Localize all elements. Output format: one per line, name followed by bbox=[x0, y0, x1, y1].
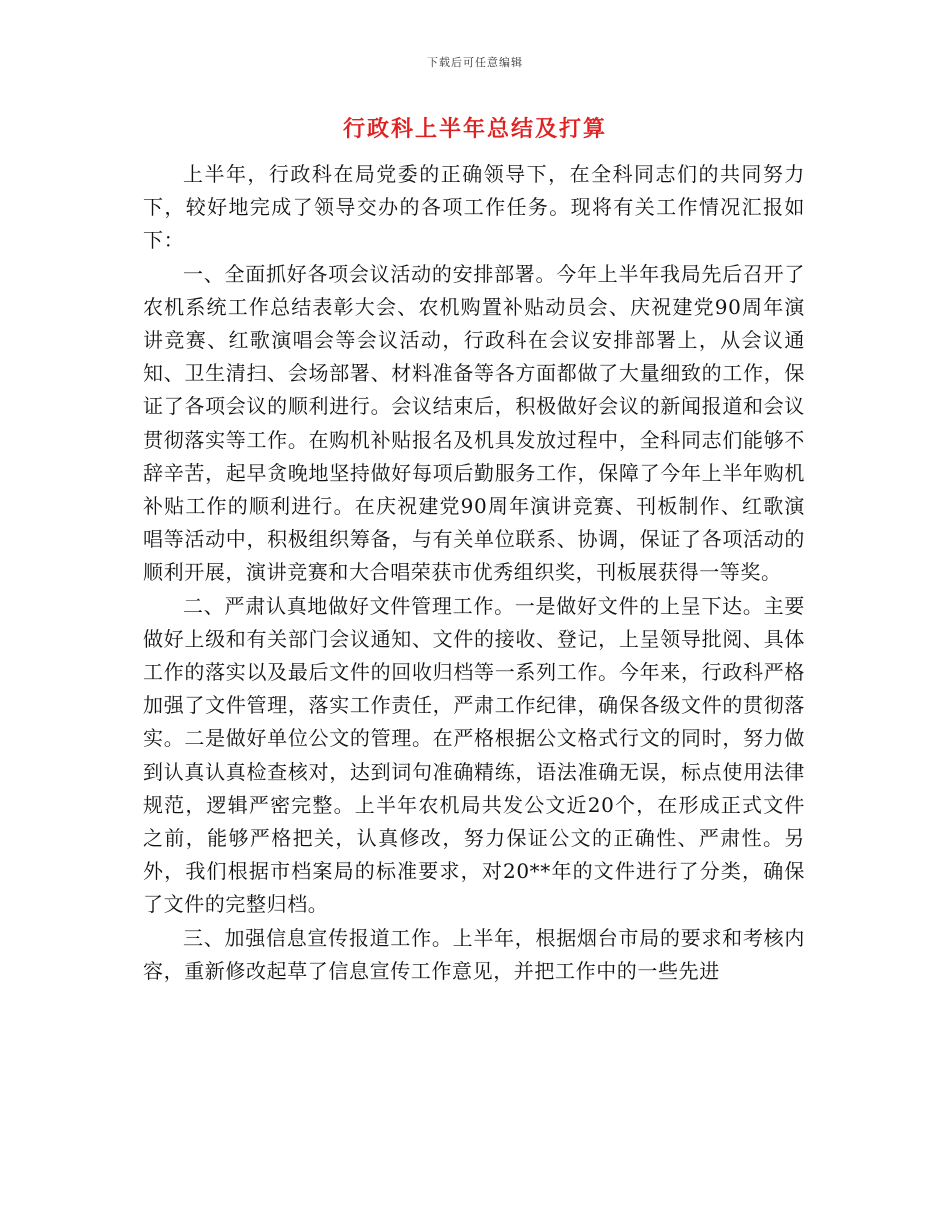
document-body bbox=[143, 158, 805, 988]
paragraph-documents: 二、严肃认真地做好文件管理工作。一是做好文件的上呈下达。主要做好上级和有关部门会议通知、文件的接收、登记，上呈领导批阅、具体工作的落实以及最后文件的回收归档等一系列工作。今年来，行政科严格加强了文件管理，落实工作责任，严肃工作纪律，确保各级文件的贯彻落实。二是做好单位公文的管理。在严格根据公文格式行文的同时，努力做到认真认真检查核对，达到词句准确精练，语法准确无误，标点使用法律规范，逻辑严密完整。上半年农机局共发公文近20个，在形成正式文件之前，能够严格把关，认真修改，努力保证公文的正确性、严肃性。另外，我们根据市档案局的标准要求，对20**年的文件进行了分类，确保了文件的完整归档。 bbox=[143, 593, 805, 917]
header-note: 下载后可任意编辑 bbox=[427, 56, 523, 69]
paragraph-intro: 上半年，行政科在局党委的正确领导下，在全科同志们的共同努力下，较好地完成了领导交办的各项工作任务。现将有关工作情况汇报如下： bbox=[143, 162, 805, 253]
document-title: 行政科上半年总结及打算 bbox=[342, 116, 607, 142]
paragraph-publicity: 三、加强信息宣传报道工作。上半年，根据烟台市局的要求和考核内容，重新修改起草了信息宣传工作意见，并把工作中的一些先进 bbox=[143, 925, 805, 983]
paragraph-meetings: 一、全面抓好各项会议活动的安排部署。今年上半年我局先后召开了农机系统工作总结表彰大会、农机购置补贴动员会、庆祝建党90周年演讲竞赛、红歌演唱会等会议活动，行政科在会议安排部署上，从会议通知、卫生清扫、会场部署、材料准备等各方面都做了大量细致的工作，保证了各项会议的顺利进行。会议结束后，积极做好会议的新闻报道和会议贯彻落实等工作。在购机补贴报名及机具发放过程中，全科同志们能够不辞辛苦，起早贪晚地坚持做好每项后勤服务工作，保障了今年上半年购机补贴工作的顺利进行。在庆祝建党90周年演讲竞赛、刊板制作、红歌演唱等活动中，积极组织筹备，与有关单位联系、协调，保证了各项活动的顺利开展，演讲竞赛和大合唱荣获市优秀组织奖，刊板展获得一等奖。 bbox=[143, 261, 805, 585]
